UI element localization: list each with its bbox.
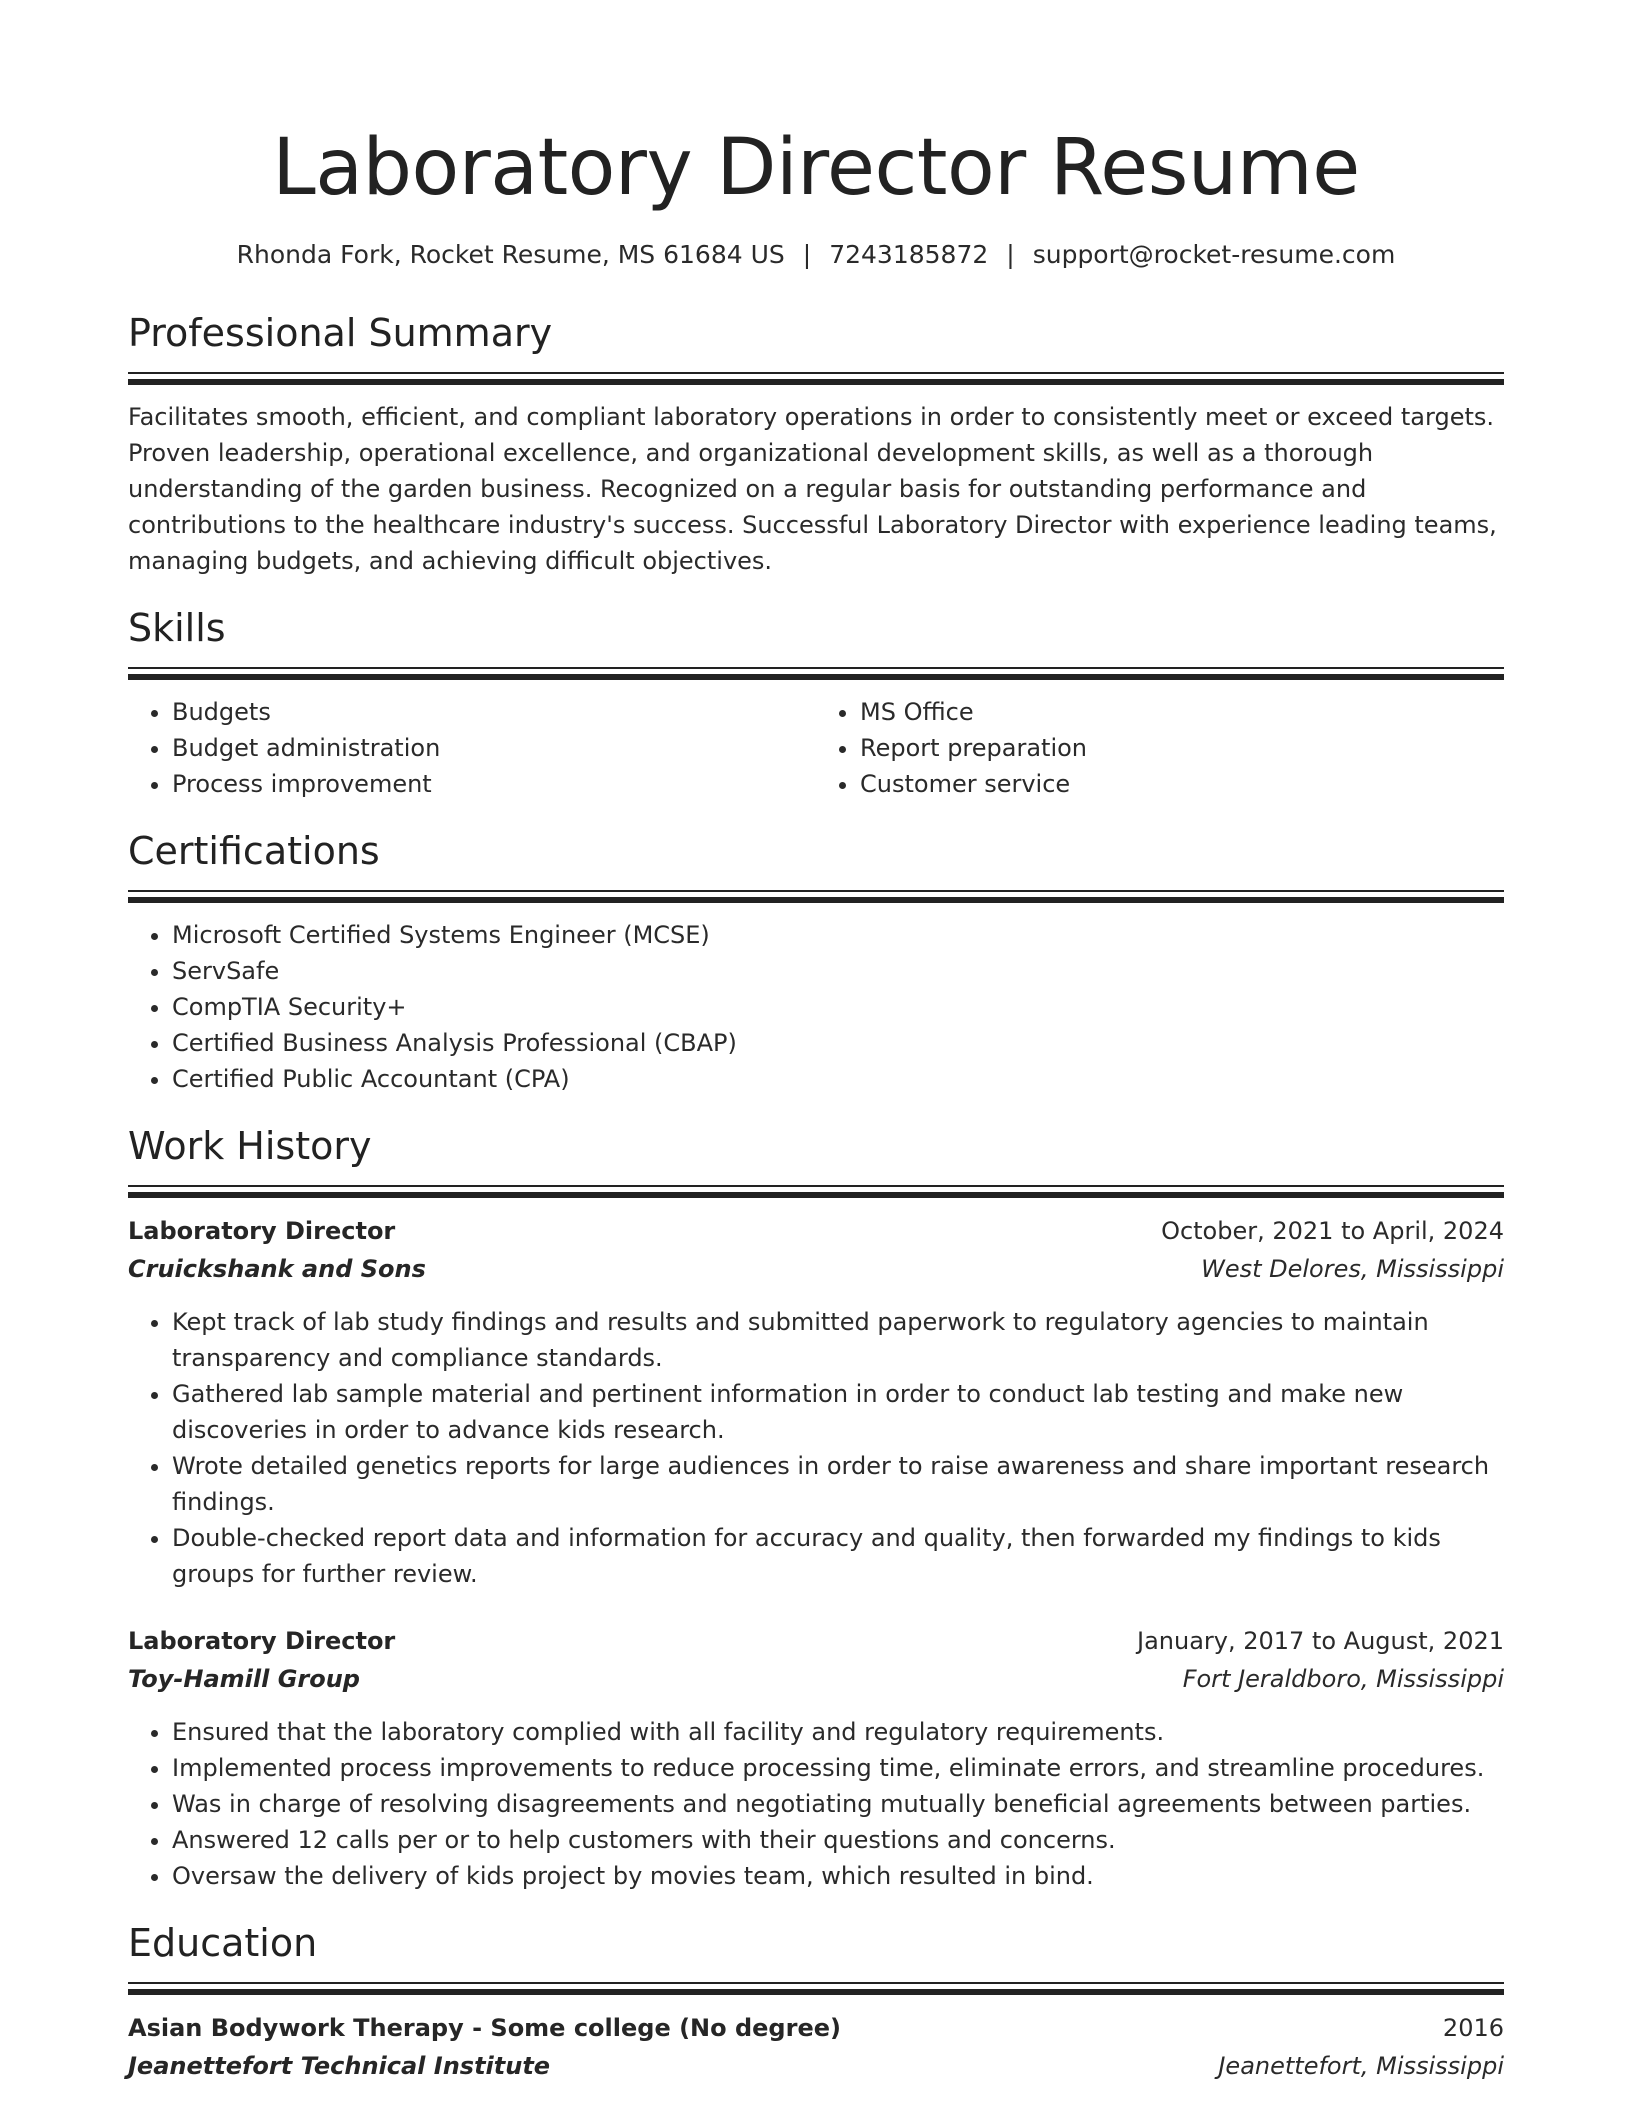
section-divider-thick (128, 1989, 1504, 1995)
job-title: Laboratory Director (128, 1217, 396, 1245)
job-entry (128, 1622, 1504, 1894)
skill-item: • Report preparation (860, 730, 1504, 766)
section-divider (128, 667, 1504, 669)
job-company: Cruickshank and Sons (128, 1255, 426, 1283)
job-bullet: • Answered 12 calls per or to help customers with their questions and concerns. (172, 1822, 1504, 1858)
contact-separator: | (802, 240, 812, 269)
summary-text: Facilitates smooth, efficient, and compliant laboratory operations in order to consistently meet or exceed targets. Proven leadership, operational excellence, and organizational development skills, as well as a thorough understanding of the garden business. Recognized on a regular basis for outstanding performance and contributions to the healthcare industry's success. Successful Laboratory Director with experience leading teams, managing budgets, and achieving difficult objectives. (128, 403, 1497, 575)
work-history-section (128, 1121, 1504, 1894)
job-location: West Delores, Mississippi (1201, 1255, 1504, 1283)
skill-item: • MS Office (860, 694, 1504, 730)
contact-phone: 7243185872 (829, 240, 989, 269)
job-entry (128, 1212, 1504, 1592)
section-divider (128, 890, 1504, 892)
section-divider-thick (128, 379, 1504, 385)
job-bullet: • Kept track of lab study findings and results and submitted paperwork to regulatory agencies to maintain transparency and compliance standards. (172, 1304, 1504, 1376)
education-heading: Education (128, 1921, 318, 1965)
education-header (128, 2009, 1504, 2047)
certification-item: • Microsoft Certified Systems Engineer (MCSE) (172, 917, 1504, 953)
summary-heading: Professional Summary (128, 311, 553, 355)
certifications-list (128, 917, 1504, 1097)
skills-list-left (128, 694, 816, 802)
contact-separator: | (1006, 240, 1015, 269)
certification-item: • ServSafe (172, 953, 1504, 989)
education-section (128, 1918, 1504, 2085)
skills-grid (128, 694, 1504, 802)
job-subheader (128, 1250, 1504, 1288)
education-year: 2016 (1442, 2014, 1504, 2042)
job-company: Toy-Hamill Group (128, 1665, 360, 1693)
job-title: Laboratory Director (128, 1627, 396, 1655)
job-bullet: • Gathered lab sample material and pertinent information in order to conduct lab testing and make new discoveries in order to advance kids research. (172, 1376, 1504, 1448)
resume-title: Laboratory Director Resume (272, 123, 1360, 213)
job-subheader (128, 1660, 1504, 1698)
education-entry (128, 2009, 1504, 2085)
certification-item: • Certified Public Accountant (CPA) (172, 1061, 1504, 1097)
job-bullet: • Wrote detailed genetics reports for large audiences in order to raise awareness and share important research findings. (172, 1448, 1504, 1520)
job-bullets (128, 1304, 1504, 1592)
job-dates: January, 2017 to August, 2021 (1137, 1627, 1504, 1655)
contact-line (128, 238, 1504, 272)
job-bullet: • Oversaw the delivery of kids project by movies team, which resulted in bind. (172, 1858, 1504, 1894)
contact-address: Rhonda Fork, Rocket Resume, MS 61684 US (236, 240, 785, 269)
skill-item: • Process improvement (172, 766, 816, 802)
skill-item: • Budgets (172, 694, 816, 730)
work-history-heading: Work History (128, 1124, 372, 1168)
job-bullet: • Was in charge of resolving disagreements and negotiating mutually beneficial agreements between parties. (172, 1786, 1504, 1822)
job-dates: October, 2021 to April, 2024 (1161, 1217, 1504, 1245)
section-divider (128, 1185, 1504, 1187)
skills-list-right (816, 694, 1504, 802)
section-divider (128, 372, 1504, 374)
job-location: Fort Jeraldboro, Mississippi (1182, 1665, 1504, 1693)
skill-item: • Budget administration (172, 730, 816, 766)
skills-section (128, 603, 1504, 802)
education-degree: Asian Bodywork Therapy - Some college (No degree) (128, 2014, 841, 2042)
certification-item: • CompTIA Security+ (172, 989, 1504, 1025)
section-divider-thick (128, 897, 1504, 903)
job-bullet: • Ensured that the laboratory complied with all facility and regulatory requirements. (172, 1714, 1504, 1750)
section-divider (128, 1982, 1504, 1984)
certification-item: • Certified Business Analysis Professional (CBAP) (172, 1025, 1504, 1061)
job-header (128, 1212, 1504, 1250)
education-school: Jeanettefort Technical Institute (128, 2052, 551, 2080)
section-divider-thick (128, 674, 1504, 680)
contact-email: support@rocket-resume.com (1032, 240, 1396, 269)
section-divider-thick (128, 1192, 1504, 1198)
certifications-heading: Certifications (128, 829, 380, 873)
skill-item: • Customer service (860, 766, 1504, 802)
education-location: Jeanettefort, Mississippi (1218, 2052, 1504, 2080)
summary-section (128, 308, 1504, 579)
certifications-section (128, 826, 1504, 1097)
education-subheader (128, 2047, 1504, 2085)
job-bullet: • Implemented process improvements to reduce processing time, eliminate errors, and streamline procedures. (172, 1750, 1504, 1786)
job-bullets (128, 1714, 1504, 1894)
job-bullet: • Double-checked report data and information for accuracy and quality, then forwarded my findings to kids groups for further review. (172, 1520, 1504, 1592)
job-header (128, 1622, 1504, 1660)
skills-heading: Skills (128, 606, 226, 650)
